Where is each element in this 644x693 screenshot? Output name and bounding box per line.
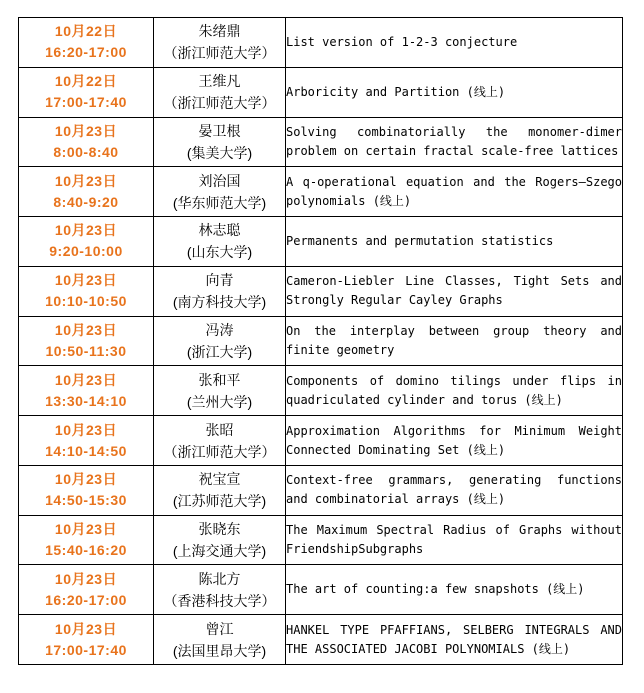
session-datetime-cell [19, 117, 154, 167]
session-date: 10月23日 [54, 471, 118, 488]
session-datetime-cell [19, 18, 154, 68]
speaker-affiliation: （浙江师范大学） [163, 443, 276, 460]
talk-title: Permanents and permutation statistics [286, 233, 554, 248]
session-time: 14:10-14:50 [45, 442, 127, 459]
talk-title: On the interplay between group theory and finite geometry [286, 323, 622, 357]
session-date: 10月23日 [54, 172, 118, 189]
table-row [19, 67, 623, 117]
conference-schedule-table [18, 17, 623, 665]
speaker-name: 刘治国 [198, 172, 241, 189]
speaker-affiliation: (集美大学) [186, 144, 253, 161]
table-row [19, 316, 623, 366]
session-datetime-cell [19, 67, 154, 117]
talk-title: Solving combinatorially the monomer-dimer problem on certain fractal scale-free lattices [286, 124, 622, 158]
session-date: 10月23日 [54, 122, 118, 139]
session-date: 10月23日 [54, 222, 118, 239]
talk-title: List version of 1-2-3 conjecture [286, 34, 518, 49]
speaker-name: 向青 [205, 272, 234, 289]
session-time: 17:00-17:40 [45, 94, 127, 111]
session-date: 10月22日 [54, 23, 118, 40]
speaker-affiliation: (华东师范大学) [172, 194, 267, 211]
session-time: 10:10-10:50 [45, 293, 127, 310]
talk-title-cell [286, 117, 623, 167]
session-date: 10月23日 [54, 421, 118, 438]
table-row [19, 366, 623, 416]
table-row [19, 217, 623, 267]
session-time: 8:40-9:20 [53, 193, 119, 210]
talk-title: The art of counting:a few snapshots (线上) [286, 582, 585, 597]
speaker-name: 林志聪 [198, 222, 241, 239]
session-time: 8:00-8:40 [53, 143, 119, 160]
speaker-affiliation: (山东大学) [186, 244, 253, 261]
session-datetime-cell [19, 565, 154, 615]
talk-title-cell [286, 167, 623, 217]
speaker-affiliation: （浙江师范大学） [163, 95, 276, 112]
session-datetime-cell [19, 366, 154, 416]
table-row [19, 416, 623, 466]
talk-title-cell [286, 465, 623, 515]
speaker-affiliation: (兰州大学) [186, 393, 253, 410]
speaker-name: 陈北方 [198, 570, 241, 587]
table-row [19, 167, 623, 217]
speaker-affiliation: （浙江师范大学） [163, 45, 276, 62]
talk-title-cell [286, 266, 623, 316]
session-time: 14:50-15:30 [45, 492, 127, 509]
session-date: 10月22日 [54, 73, 118, 90]
talk-title-cell [286, 217, 623, 267]
talk-title: A q-operational equation and the Rogers—Szego polynomials (线上) [286, 174, 622, 208]
speaker-cell [154, 465, 286, 515]
talk-title-cell [286, 515, 623, 565]
talk-title-cell [286, 615, 623, 665]
session-time: 13:30-14:10 [45, 392, 127, 409]
speaker-affiliation: (南方科技大学) [172, 294, 267, 311]
speaker-cell [154, 266, 286, 316]
session-time: 10:50-11:30 [45, 342, 127, 359]
session-time: 16:20-17:00 [45, 591, 127, 608]
speaker-name: 张昭 [205, 421, 234, 438]
talk-title: HANKEL TYPE PFAFFIANS, SELBERG INTEGRALS AND THE ASSOCIATED JACOBI POLYNOMIALS (线上) [286, 622, 622, 656]
speaker-cell [154, 117, 286, 167]
table-row [19, 615, 623, 665]
talk-title-cell [286, 316, 623, 366]
talk-title: Context-free grammars, generating functions and combinatorial arrays (线上) [286, 473, 622, 507]
speaker-name: 冯涛 [205, 321, 234, 338]
speaker-name: 祝宝宣 [198, 471, 241, 488]
speaker-cell [154, 67, 286, 117]
talk-title-cell [286, 67, 623, 117]
session-date: 10月23日 [54, 371, 118, 388]
talk-title: The Maximum Spectral Radius of Graphs without FriendshipSubgraphs [286, 523, 622, 557]
session-time: 17:00-17:40 [45, 641, 127, 658]
talk-title: Cameron-Liebler Line Classes, Tight Sets and Strongly Regular Cayley Graphs [286, 274, 622, 308]
speaker-name: 晏卫根 [198, 122, 241, 139]
session-datetime-cell [19, 465, 154, 515]
table-row [19, 117, 623, 167]
schedule-body [19, 18, 623, 665]
session-date: 10月23日 [54, 521, 118, 538]
speaker-name: 张晓东 [198, 521, 241, 538]
talk-title-cell [286, 565, 623, 615]
session-date: 10月23日 [54, 620, 118, 637]
session-datetime-cell [19, 217, 154, 267]
session-date: 10月23日 [54, 272, 118, 289]
speaker-cell [154, 217, 286, 267]
talk-title-cell [286, 366, 623, 416]
table-row [19, 18, 623, 68]
speaker-cell [154, 515, 286, 565]
speaker-name: 朱绪鼎 [198, 23, 241, 40]
talk-title: Arboricity and Partition (线上) [286, 84, 506, 99]
speaker-affiliation: (法国里昂大学) [172, 642, 267, 659]
speaker-affiliation: (江苏师范大学) [172, 493, 267, 510]
speaker-cell [154, 18, 286, 68]
session-datetime-cell [19, 316, 154, 366]
session-datetime-cell [19, 615, 154, 665]
speaker-cell [154, 366, 286, 416]
speaker-cell [154, 565, 286, 615]
session-date: 10月23日 [54, 321, 118, 338]
speaker-affiliation: (上海交通大学) [172, 543, 267, 560]
table-row [19, 266, 623, 316]
table-row [19, 565, 623, 615]
table-row [19, 515, 623, 565]
session-time: 16:20-17:00 [45, 44, 127, 61]
table-row [19, 465, 623, 515]
speaker-cell [154, 167, 286, 217]
session-time: 15:40-16:20 [45, 542, 127, 559]
talk-title-cell [286, 416, 623, 466]
speaker-name: 曾江 [205, 620, 234, 637]
speaker-cell [154, 416, 286, 466]
speaker-affiliation: (浙江大学) [186, 343, 253, 360]
speaker-name: 王维凡 [198, 73, 241, 90]
speaker-affiliation: （香港科技大学） [163, 592, 276, 609]
session-datetime-cell [19, 167, 154, 217]
session-date: 10月23日 [54, 570, 118, 587]
talk-title: Approximation Algorithms for Minimum Weight Connected Dominating Set (线上) [286, 423, 622, 457]
speaker-cell [154, 316, 286, 366]
session-datetime-cell [19, 416, 154, 466]
speaker-name: 张和平 [198, 371, 241, 388]
talk-title: Components of domino tilings under flips in quadriculated cylinder and torus (线上) [286, 373, 622, 407]
session-datetime-cell [19, 266, 154, 316]
speaker-cell [154, 615, 286, 665]
session-datetime-cell [19, 515, 154, 565]
talk-title-cell [286, 18, 623, 68]
session-time: 9:20-10:00 [49, 243, 123, 260]
